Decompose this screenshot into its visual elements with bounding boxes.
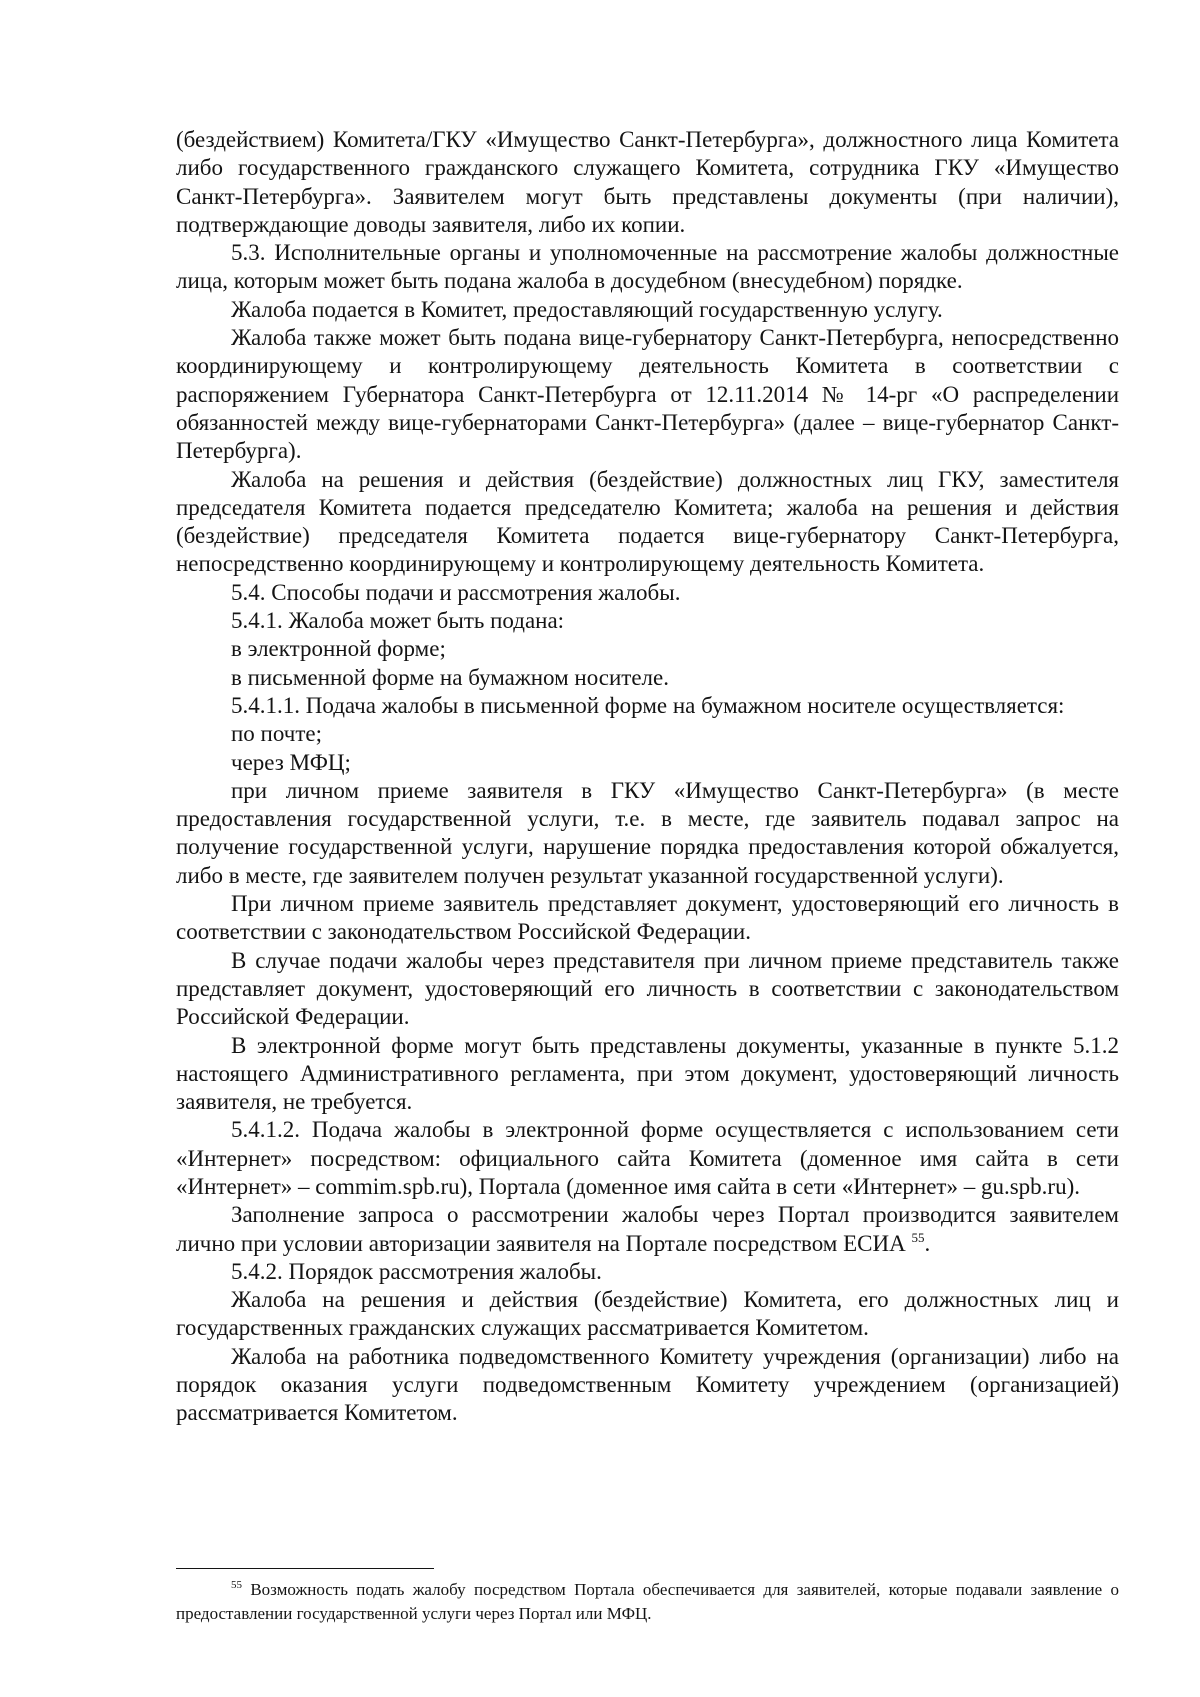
paragraph: 5.4.1.2. Подача жалобы в электронной форме осуществляется с использованием сети «Интернет» посредством: официального сайта Комитета (доменное имя сайта в сети «Интернет» – commim.spb.ru), Портала (доменное имя сайта в сети «Интернет» – gu.spb.ru). <box>176 1117 1119 1199</box>
paragraph: Жалоба на решения и действия (бездействие) должностных лиц ГКУ, заместителя председателя Комитета подается председателю Комитета; жалоба на решения и действия (бездействие) председателя Комитета подается вице-губернатору Санкт-Петербурга, непосредственно координирующему и контролирующему деятельность Комитета. <box>176 466 1119 577</box>
paragraph: В электронной форме могут быть представлены документы, указанные в пункте 5.1.2 настоящего Административного регламента, при этом документ, удостоверяющий личность заявителя, не требуется. <box>176 1032 1119 1115</box>
footnote-reference[interactable]: 55 <box>911 1229 925 1245</box>
footnote-text: Возможность подать жалобу посредством Портала обеспечивается для заявителей, которые подавали заявление о предоставлении государственной услуги через Портал или МФЦ. <box>176 1580 1119 1623</box>
paragraph: при личном приеме заявителя в ГКУ «Имущество Санкт-Петербурга» (в месте предоставления государственной услуги, т.е. в месте, где заявитель подавал запрос на получение государственной услуги, нарушение порядка предоставления которой обжалуется, либо в месте, где заявителем получен результат указанной государственной услуги). <box>176 777 1119 888</box>
paragraph: в письменной форме на бумажном носителе. <box>231 664 669 690</box>
paragraph: В случае подачи жалобы через представителя при личном приеме представитель также представляет документ, удостоверяющий его личность в соответствии с законодательством Российской Федерации. <box>176 947 1119 1030</box>
paragraph: через МФЦ; <box>231 749 351 775</box>
paragraph: При личном приеме заявитель представляет документ, удостоверяющий его личность в соответствии с законодательством Российской Федерации. <box>176 891 1119 945</box>
paragraph: Жалоба на решения и действия (бездействие) Комитета, его должностных лиц и государственных гражданских служащих рассматривается Комитетом. <box>176 1287 1119 1341</box>
paragraph: по почте; <box>231 721 322 747</box>
paragraph: в электронной форме; <box>231 636 446 662</box>
footnote-separator <box>176 1568 434 1569</box>
footnote-number: 55 <box>231 1579 242 1591</box>
document-body <box>176 126 1119 1428</box>
paragraph-with-footnote <box>176 1201 1119 1258</box>
paragraph: 5.4.1.1. Подача жалобы в письменной форме на бумажном носителе осуществляется: <box>231 692 1065 718</box>
paragraph: 5.3. Исполнительные органы и уполномоченные на рассмотрение жалобы должностные лица, которым может быть подана жалоба в досудебном (внесудебном) порядке. <box>176 240 1119 294</box>
paragraph: 5.4.2. Порядок рассмотрения жалобы. <box>231 1258 602 1284</box>
paragraph: (бездействием) Комитета/ГКУ «Имущество Санкт-Петербурга», должностного лица Комитета либо государственного гражданского служащего Комитета, сотрудника ГКУ «Имущество Санкт-Петербурга». Заявителем могут быть представлены документы (при наличии), подтверждающие доводы заявителя, либо их копии. <box>176 127 1119 237</box>
paragraph: Жалоба подается в Комитет, предоставляющий государственную услугу. <box>231 296 943 322</box>
paragraph: 5.4.1. Жалоба может быть подана: <box>231 608 565 634</box>
paragraph: Жалоба также может быть подана вице-губернатору Санкт-Петербурга, непосредственно координирующему и контролирующему деятельность Комитета в соответствии с распоряжением Губернатора Санкт-Петербурга от 12.11.2014 № 14-рг «О распределении обязанностей между вице-губернаторами Санкт-Петербурга» (далее – вице-губернатор Санкт-Петербурга). <box>176 325 1119 464</box>
paragraph: 5.4. Способы подачи и рассмотрения жалобы. <box>231 579 681 605</box>
footnote <box>176 1578 1119 1626</box>
paragraph-end-punctuation: . <box>924 1230 931 1256</box>
paragraph-text: Заполнение запроса о рассмотрении жалобы через Портал производится заявителем лично при условии авторизации заявителя на Портале посредством ЕСИА <box>176 1202 1119 1256</box>
paragraph: Жалоба на работника подведомственного Комитету учреждения (организации) либо на порядок оказания услуги подведомственным Комитету учреждением (организацией) рассматривается Комитетом. <box>176 1343 1119 1426</box>
